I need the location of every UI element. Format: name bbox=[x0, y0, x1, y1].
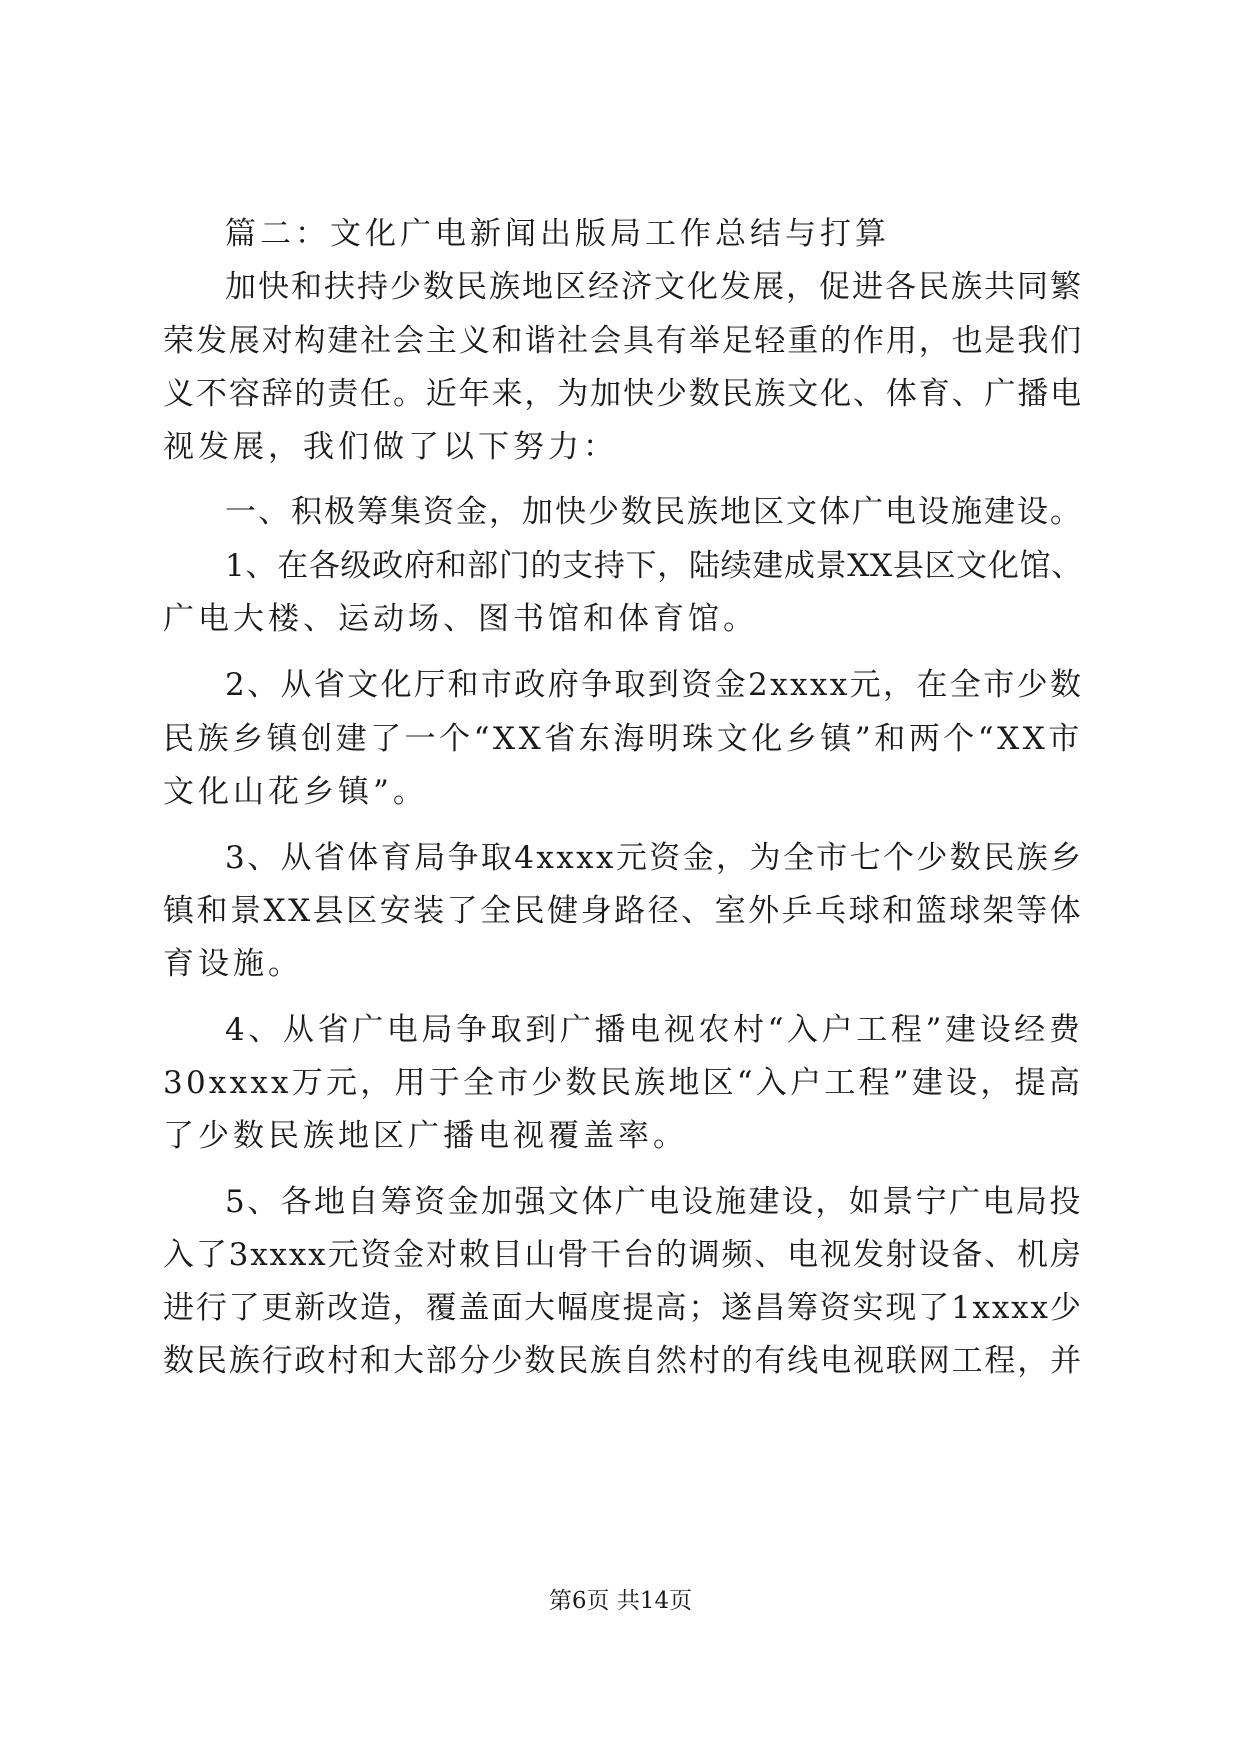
paragraph-line: 了少数民族地区广播电视覆盖率。 bbox=[163, 1118, 688, 1154]
paragraph-line: 2、从省文化厅和市政府争取到资金2xxxx元，在全市少数 bbox=[225, 667, 1084, 703]
paragraph-line: 文化山花乡镇”。 bbox=[163, 774, 428, 810]
paragraph-line: 视发展，我们做了以下努力： bbox=[163, 429, 618, 465]
paragraph-line: 3、从省体育局争取4xxxx元资金，为全市七个少数民族乡 bbox=[225, 840, 1084, 876]
section-heading: 篇二：文化广电新闻出版局工作总结与打算 bbox=[225, 216, 890, 252]
paragraph-line: 5、各地自筹资金加强文体广电设施建设，如景宁广电局投 bbox=[225, 1184, 1083, 1220]
paragraph-line: 入了3xxxx元资金对敕目山骨干台的调频、电视发射设备、机房 bbox=[163, 1237, 1083, 1273]
paragraph-line: 广电大楼、运动场、图书馆和体育馆。 bbox=[163, 601, 758, 637]
paragraph-line: 30xxxx万元，用于全市少数民族地区“入户工程”建设，提高 bbox=[163, 1065, 1084, 1101]
paragraph-line: 数民族行政村和大部分少数民族自然村的有线电视联网工程，并 bbox=[163, 1343, 1083, 1379]
paragraph-line: 4、从省广电局争取到广播电视农村“入户工程”建设经费 bbox=[225, 1012, 1084, 1048]
paragraph-line: 镇和景XX县区安装了全民健身路径、室外乒乓球和篮球架等体 bbox=[163, 893, 1084, 929]
paragraph-line: 加快和扶持少数民族地区经济文化发展，促进各民族共同繁 bbox=[225, 269, 1083, 305]
paragraph-line: 荣发展对构建社会主义和谐社会具有举足轻重的作用，也是我们 bbox=[163, 323, 1083, 359]
paragraph-line: 民族乡镇创建了一个“XX省东海明珠文化乡镇”和两个“XX市 bbox=[163, 721, 1083, 757]
paragraph-line: 进行了更新改造，覆盖面大幅度提高；遂昌筹资实现了1xxxx少 bbox=[163, 1290, 1083, 1326]
paragraph-line: 1、在各级政府和部门的支持下，陆续建成景XX县区文化馆、 bbox=[225, 548, 1083, 584]
paragraph-line: 义不容辞的责任。近年来，为加快少数民族文化、体育、广播电 bbox=[163, 376, 1083, 412]
subsection-heading: 一、积极筹集资金，加快少数民族地区文体广电设施建设。 bbox=[225, 494, 1083, 530]
page-number-footer: 第6页 共14页 bbox=[548, 1588, 693, 1614]
paragraph-line: 育设施。 bbox=[163, 946, 303, 982]
